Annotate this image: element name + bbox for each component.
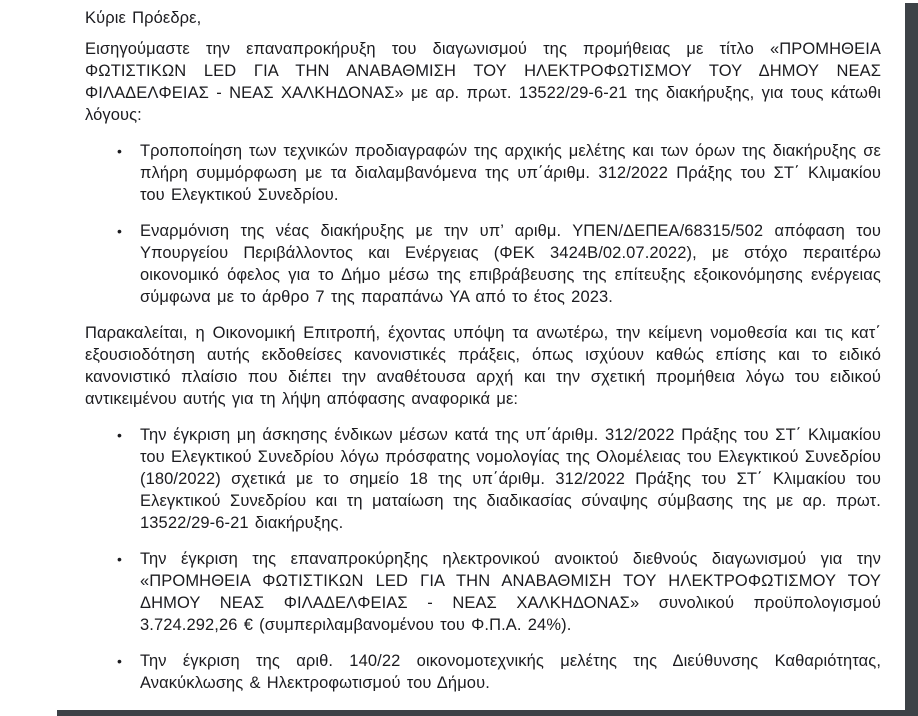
intro-paragraph: Εισηγούμαστε την επαναπροκήρυξη του διαγωνισμού της προμήθειας με τίτλο «ΠΡΟΜΗΘΕΙΑ ΦΩΤΙΣΤΙΚΩΝ LED ΓΙΑ ΤΗΝ ΑΝΑΒΑΘΜΙΣΗ ΤΟΥ ΗΛΕΚΤΡΟΦΩΤΙΣΜΟΥ ΤΟΥ ΔΗΜΟΥ ΝΕΑΣ ΦΙΛΑΔΕΛΦΕΙΑΣ - ΝΕΑΣ ΧΑΛΚΗΔΟΝΑΣ» με αρ. πρωτ. 13522/29-6-21 της διακήρυξης, για τους κάτωθι λόγους:: [85, 40, 881, 124]
page-edge-shadow-right: [905, 3, 918, 716]
bullet-icon: •: [117, 427, 123, 443]
bullet-icon: •: [117, 223, 123, 239]
approvals-list: [85, 424, 881, 694]
request-paragraph: Παρακαλείται, η Οικονομική Επιτροπή, έχοντας υπόψη τα ανωτέρω, την κείμενη νομοθεσία και τις κατ΄ εξουσιοδότηση αυτής εκδοθείσες κανονιστικές πράξεις, όπως ισχύουν καθώς επίσης και το ειδικό κανονιστικό πλαίσιο που διέπει την αναθέτουσα αρχή και την σχετική προμήθεια λόγω του ειδικού αντικειμένου αυτής για τη λήψη απόφασης αναφορικά με:: [85, 324, 881, 408]
reasons-list: [85, 140, 881, 308]
bullet-icon: •: [117, 551, 123, 567]
list-item: [85, 548, 881, 636]
bullet-icon: •: [117, 143, 123, 159]
salutation: Κύριε Πρόεδρε,: [85, 9, 202, 27]
page-edge-shadow-bottom: [57, 710, 918, 716]
list-item-text: Τροποποίηση των τεχνικών προδιαγραφών της αρχικής μελέτης και των όρων της διακήρυξης σε πλήρη συμμόρφωση με τα διαλαμβανόμενα της υπ΄άριθμ. 312/2022 Πράξης του ΣΤ΄ Κλιμακίου του Ελεγκτικού Συνεδρίου.: [140, 142, 881, 204]
list-item: [85, 140, 881, 206]
list-item-text: Εναρμόνιση της νέας διακήρυξης με την υπ’ αριθμ. ΥΠΕΝ/ΔΕΠΕΑ/68315/502 απόφαση του Υπουργείου Περιβάλλοντος και Ενέργειας (ΦΕΚ 3424Β/02.07.2022), με στόχο περαιτέρω οικονομικό όφελος για το Δήμο μέσω της επιβράβευσης της επίτευξης εξοικονόμησης ενέργειας σύμφωνα με το άρθρο 7 της παραπάνω ΥΑ από το έτος 2023.: [140, 222, 881, 306]
letter-body: [85, 7, 881, 708]
list-item-text: Την έγκριση της αριθ. 140/22 οικονομοτεχνικής μελέτης της Διεύθυνσης Καθαριότητας, Ανακύκλωσης & Ηλεκτροφωτισμού του Δήμου.: [140, 652, 881, 692]
list-item: [85, 220, 881, 308]
list-item-text: Την έγκριση της επαναπροκύρηξης ηλεκτρονικού ανοικτού διεθνούς διαγωνισμού για την «ΠΡΟΜΗΘΕΙΑ ΦΩΤΙΣΤΙΚΩΝ LED ΓΙΑ ΤΗΝ ΑΝΑΒΑΘΜΙΣΗ ΤΟΥ ΗΛΕΚΤΡΟΦΩΤΙΣΜΟΥ ΤΟΥ ΔΗΜΟΥ ΝΕΑΣ ΦΙΛΑΔΕΛΦΕΙΑΣ - ΝΕΑΣ ΧΑΛΚΗΔΟΝΑΣ» συνολικού προϋπολογισμού 3.724.292,26 € (συμπεριλαμβανομένου του Φ.Π.Α. 24%).: [140, 550, 881, 634]
list-item: [85, 650, 881, 694]
bullet-icon: •: [117, 653, 123, 669]
list-item-text: Την έγκριση μη άσκησης ένδικων μέσων κατά της υπ΄άριθμ. 312/2022 Πράξης του ΣΤ΄ Κλιμακίου του Ελεγκτικού Συνεδρίου λόγω πρόσφατης νομολογίας της Ολομέλειας του Ελεγκτικού Συνεδρίου (180/2022) σχετικά με το σημείο 18 της υπ΄άριθμ. 312/2022 Πράξης του ΣΤ΄ Κλιμακίου του Ελεγκτικού Συνεδρίου και τη ματαίωση της διαδικασίας σύναψης σύμβασης της με αρ. πρωτ. 13522/29-6-21 διακήρυξης.: [140, 426, 881, 532]
list-item: [85, 424, 881, 534]
